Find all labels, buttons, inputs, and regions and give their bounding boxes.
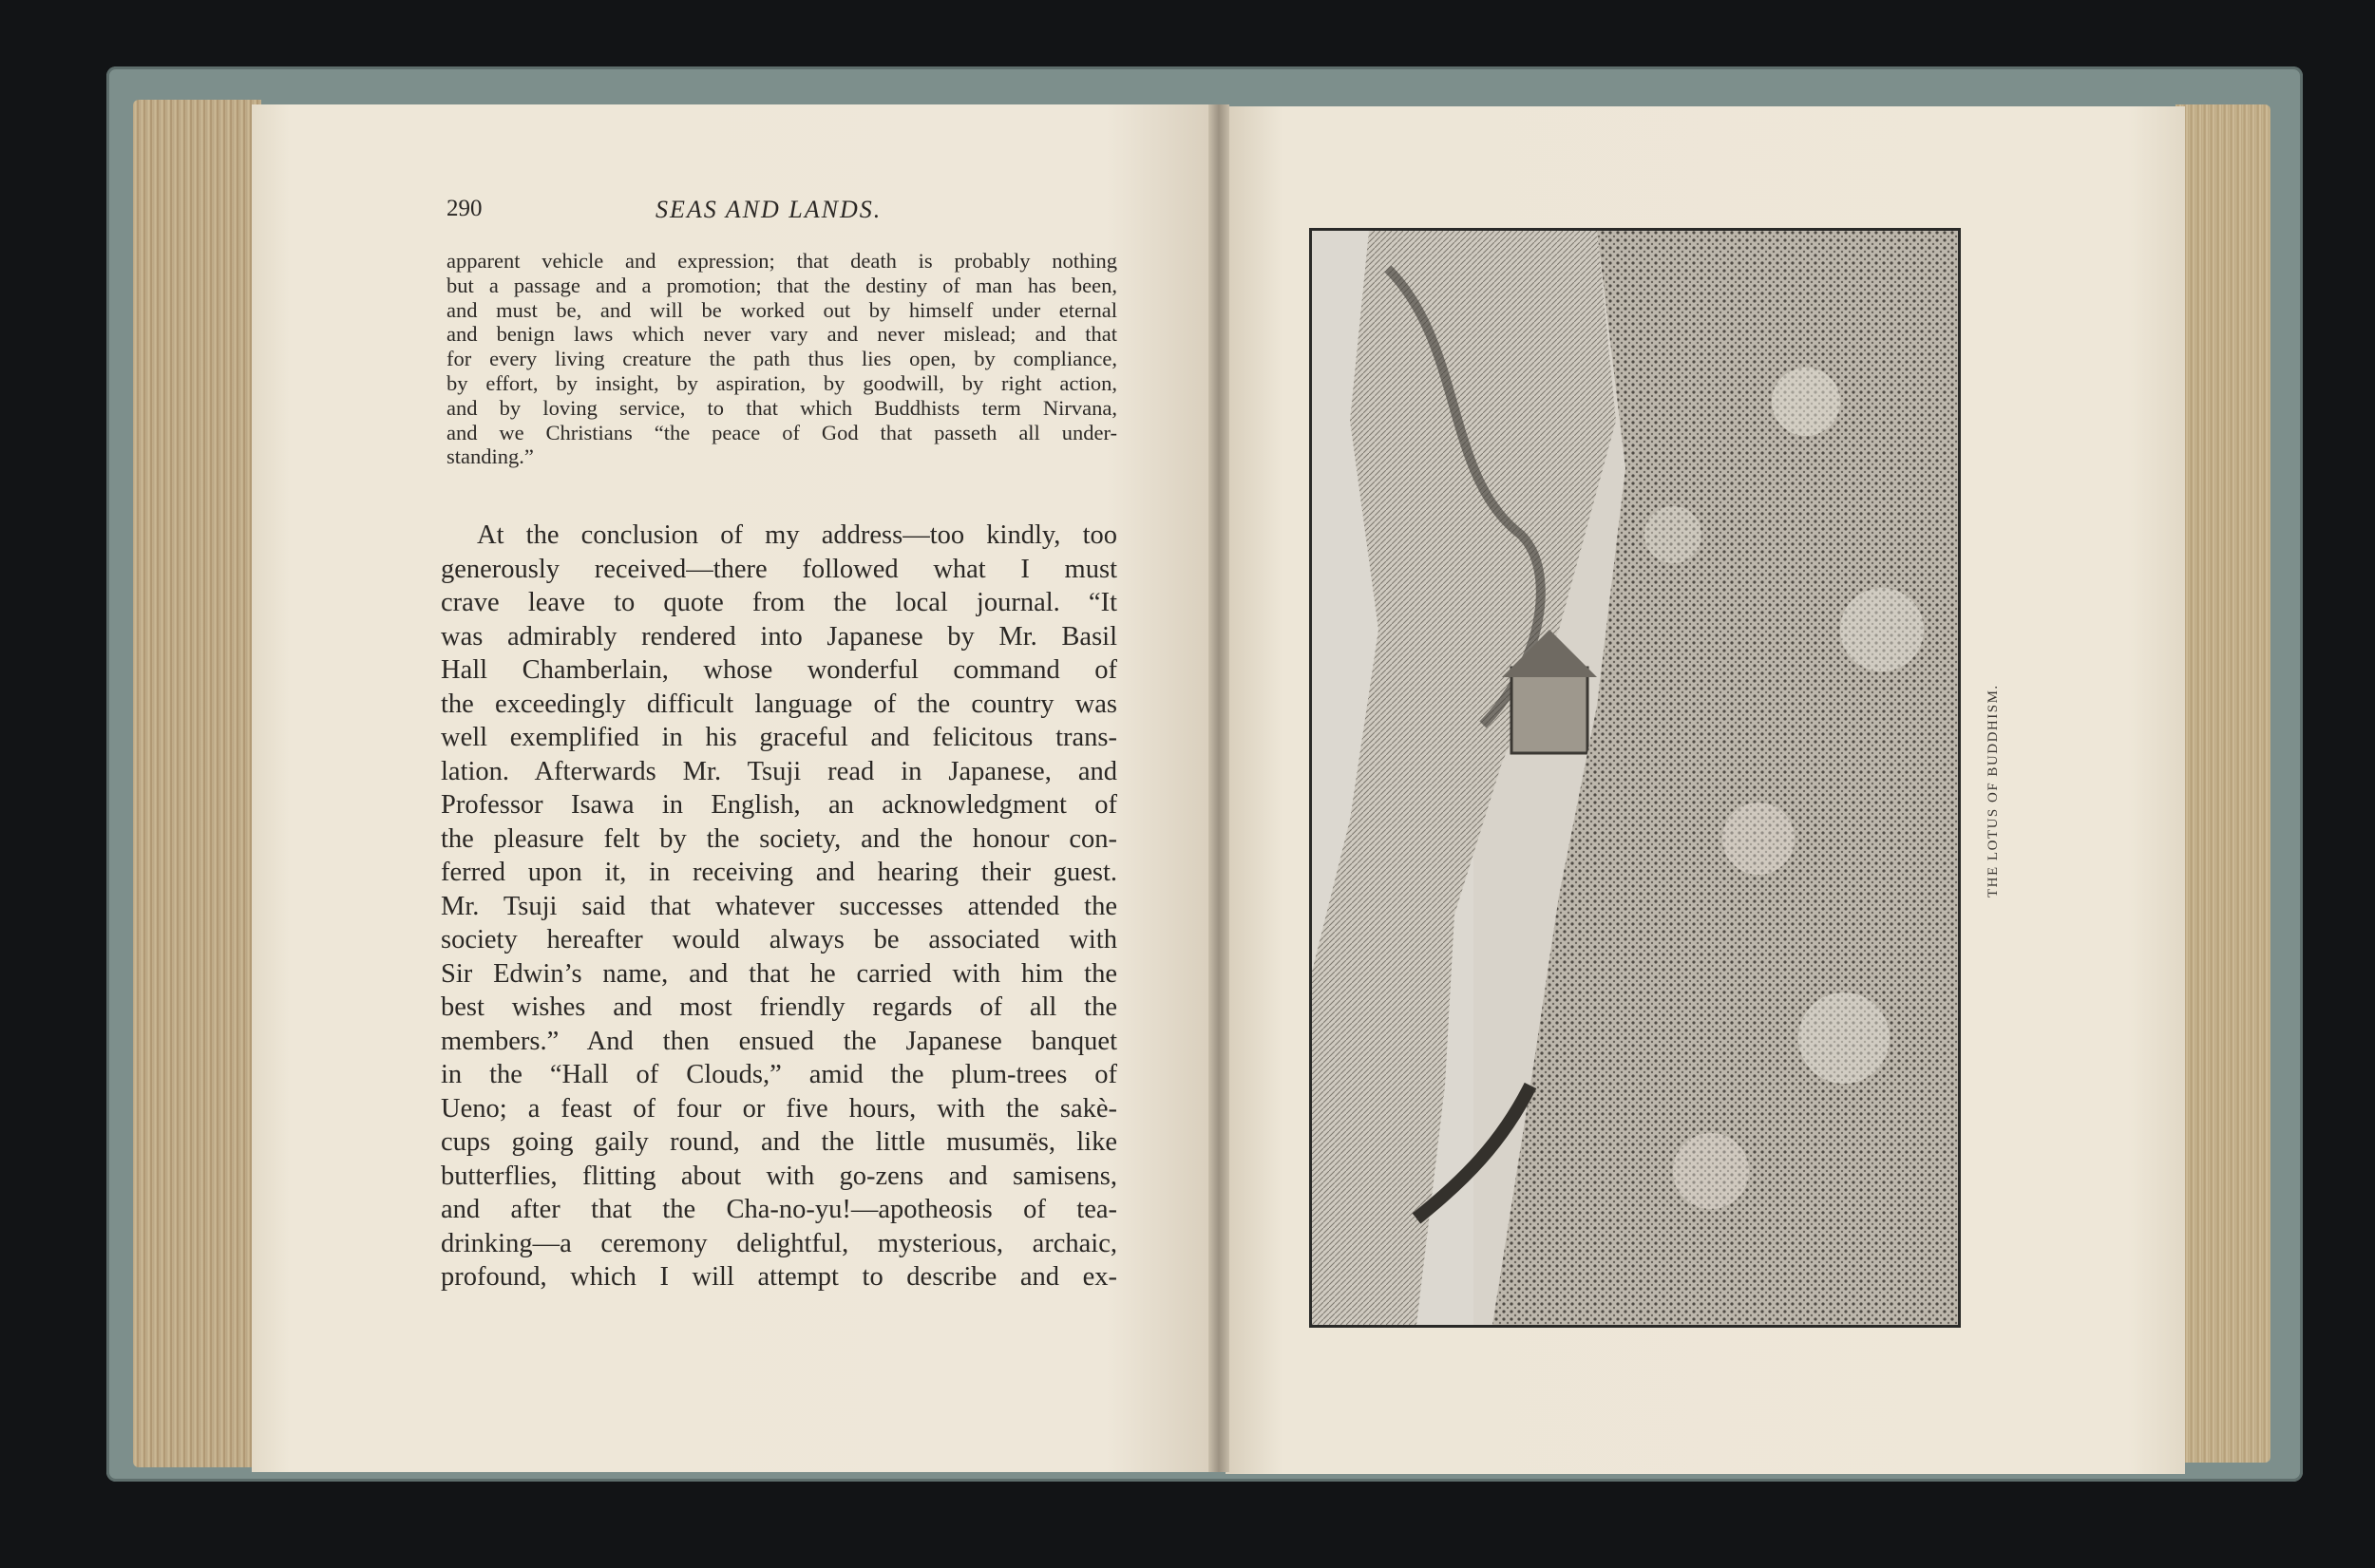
body-line: drinking—a ceremony delightful, mysterious, archaic,	[441, 1228, 1117, 1258]
quoted-passage	[446, 249, 1117, 469]
body-line: the pleasure felt by the society, and the honour con-	[441, 823, 1117, 854]
body-line: Hall Chamberlain, whose wonderful command of	[441, 655, 1117, 685]
page-edges-left	[133, 100, 261, 1467]
quote-line: by effort, by insight, by aspiration, by goodwill, by right action,	[446, 370, 1117, 395]
body-line: society hereafter would always be associated with	[441, 925, 1117, 954]
body-line: lation. Afterwards Mr. Tsuji read in Japanese, and	[441, 756, 1117, 786]
page-edges-right	[2176, 104, 2270, 1463]
body-line: well exemplified in his graceful and felicitous trans-	[441, 723, 1117, 752]
body-line: cups going gaily round, and the little musumës, like	[441, 1127, 1117, 1157]
body-line: Mr. Tsuji said that whatever successes attended the	[441, 891, 1117, 921]
running-head-title: SEAS AND LANDS.	[656, 196, 883, 223]
quote-line: but a passage and a promotion; that the destiny of man has been,	[446, 273, 1117, 297]
body-line: ferred upon it, in receiving and hearing their guest.	[441, 858, 1117, 887]
lotus-pond-engraving	[1309, 228, 1961, 1328]
body-line: was admirably rendered into Japanese by Mr. Basil	[441, 621, 1117, 652]
quote-line: and must be, and will be worked out by himself under eternal	[446, 297, 1117, 322]
body-line: in the “Hall of Clouds,” amid the plum-trees of	[441, 1060, 1117, 1089]
body-line: the exceedingly difficult language of the country was	[441, 689, 1117, 719]
body-paragraph	[441, 519, 1117, 1294]
body-line: butterflies, flitting about with go-zens and samisens,	[441, 1161, 1117, 1191]
quote-line: for every living creature the path thus lies open, by compliance,	[446, 347, 1117, 371]
quote-line: and we Christians “the peace of God that passeth all under-	[446, 420, 1117, 444]
body-line: At the conclusion of my address—too kindly, too	[477, 520, 1117, 550]
plate-caption	[1978, 665, 2006, 912]
body-line: Sir Edwin’s name, and that he carried with him the	[441, 958, 1117, 989]
body-line: members.” And then ensued the Japanese banquet	[441, 1026, 1117, 1056]
body-line: best wishes and most friendly regards of all the	[441, 992, 1117, 1022]
engraving-illustration	[1312, 231, 1958, 1325]
body-line: generously received—there followed what I must	[441, 554, 1117, 584]
plate-caption-text: THE LOTUS OF BUDDHISM.	[1986, 684, 2001, 897]
running-head	[446, 196, 1117, 234]
book-gutter	[1208, 104, 1229, 1472]
quote-line: and by loving service, to that which Buddhists term Nirvana,	[446, 395, 1117, 420]
quote-line: apparent vehicle and expression; that death is probably nothing	[446, 249, 1117, 273]
quote-line: standing.”	[446, 444, 534, 469]
quote-line: and benign laws which never vary and never mislead; and that	[446, 322, 1117, 347]
body-line: and after that the Cha-no-yu!—apotheosis of tea-	[441, 1195, 1117, 1224]
body-line: Ueno; a feast of four or five hours, with the sakè-	[441, 1093, 1117, 1124]
page-number: 290	[446, 196, 483, 221]
body-line: profound, which I will attempt to describe and ex-	[441, 1262, 1117, 1292]
body-line: crave leave to quote from the local journal. “It	[441, 588, 1117, 617]
body-line: Professor Isawa in English, an acknowledgment of	[441, 790, 1117, 820]
